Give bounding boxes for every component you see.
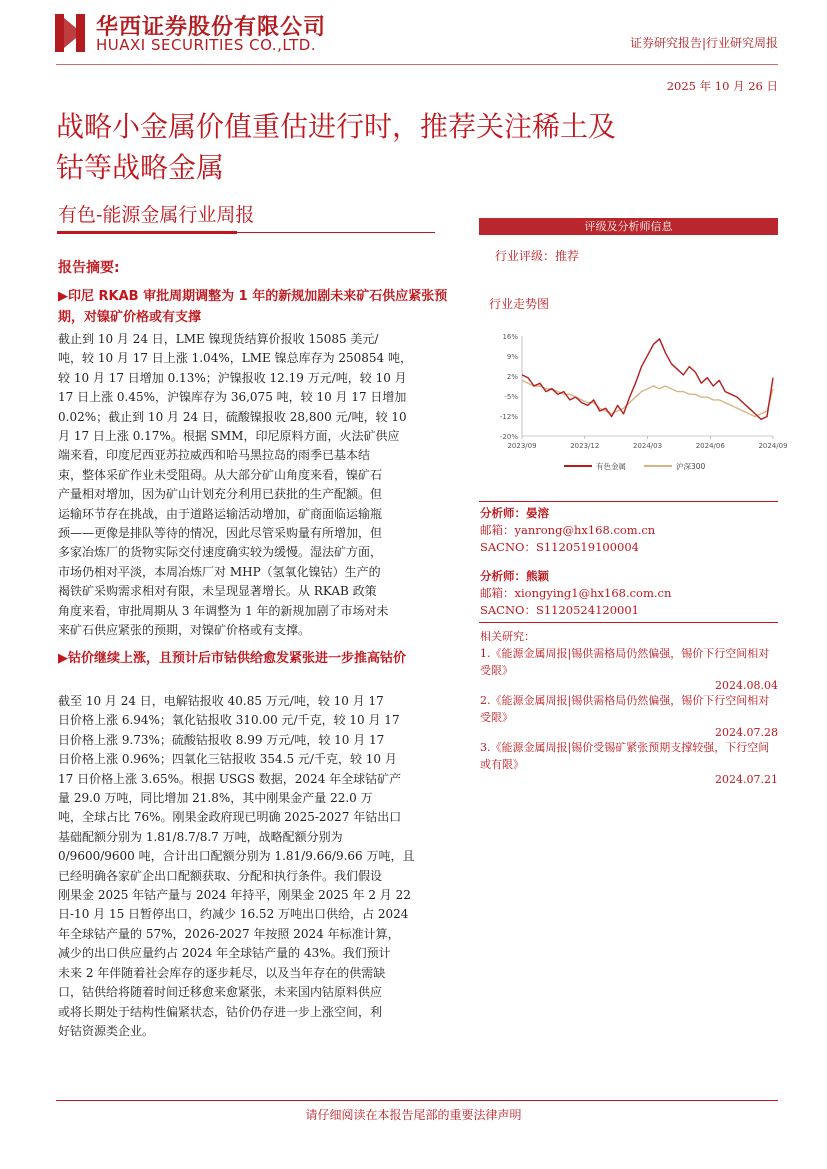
analyst-2-email[interactable]: 邮箱：xiongying1@hx168.com.cn (480, 586, 672, 600)
y-tick-label: -12% (499, 413, 518, 421)
related-report-1-date: 2024.08.04 (715, 679, 778, 692)
related-report-2[interactable]: 2.《能源金属周报|锡供需格局仍然偏强，锡价下行空间相对受限》 (480, 694, 770, 724)
related-research-title: 相关研究： (480, 630, 535, 643)
legal-disclaimer: 请仔细阅读在本报告尾部的重要法律声明 (305, 1108, 522, 1122)
analyst-divider-bottom (479, 622, 778, 623)
related-report-3[interactable]: 3.《能源金属周报|锡价受锡矿紧张预期支撑较强，下行空间或有限》 (480, 741, 770, 771)
analyst-divider-top (479, 501, 778, 502)
y-tick-label: -20% (499, 433, 518, 441)
trend-chart-title: 行业走势图 (489, 297, 550, 311)
analyst-2-sacno: SACNO：S1120524120001 (480, 603, 639, 617)
y-tick-label: 2% (506, 373, 518, 381)
analyst-1-name: 分析师：晏溶 (480, 506, 549, 520)
x-tick-label: 2023/09 (507, 442, 537, 450)
summary-heading: 报告摘要: (58, 260, 120, 276)
industry-trend-chart (488, 328, 788, 478)
analyst-1-sacno: SACNO：S1120519100004 (480, 540, 639, 554)
huaxi-logo-icon (55, 14, 85, 52)
legend-label-1: 有色金属 (596, 462, 626, 471)
title-line-1: 战略小金属价值重估进行时，推荐关注稀土及 (56, 110, 617, 143)
x-tick-label: 2024/09 (758, 442, 788, 450)
section-2-body: 截至 10 月 24 日，电解钴报收 40.85 万元/吨，较 10 月 17 日价格上涨 6.94%；氧化钴报收 310.00 元/千克，较 10 月 17 日价格上涨 9.73%；硫酸钴报收 8.99 万元/吨，较 10 月 17 日价格上涨 0.96%；四氧化三钴报收 354.5 元/千克，较 10 月 17 日价格上涨 3.65%。根据 USGS 数据，2024 年全球钴矿产 量 29.0 万吨，同比增加 21.8%，其中刚果金产量 22.0 万 吨，全球占比 76%。刚果金政府现已明确 2025-2027 年钴出口 基础配额分别为 1.81/8.7/8.7 万吨，战略配额分别为 0/9600/9600 吨，合计出口配额分别为 1.81/9.66/9.66 万吨，且 已经明确各家矿企出口配额获取、分配和执行条件。我们假设 刚果金 2025 年钴产量与 2024 年持平，刚果金 2025 年 2 月 22 日-10 月 15 日暂停出口，约减少 16.52 万吨出口供给，占 2024 年全球钴产量的 57%，2026-2027 年按照 2024 年标准计算， 减少的出口供应量约占 2024 年全球钴产量的 43%。我们预计 未来 2 年伴随着社会库存的逐步耗尽，以及当年存在的供需缺 口，钴供给将随着时间迁移愈来愈紧张，未来国内钴原料供应 或将长期处于结构性偏紧状态，钴价仍存进一步上涨空间，利 好钴资源类企业。 (58, 694, 415, 1038)
related-report-1[interactable]: 1.《能源金属周报|锡供需格局仍然偏强，锡价下行空间相对受限》 (480, 647, 770, 677)
section-1-title: ▶印尼 RKAB 审批周期调整为 1 年的新规加剧未来矿石供应紧张预期，对镍矿价格或有支撑 (58, 289, 448, 325)
report-date: 2025 年 10 月 26 日 (666, 79, 778, 93)
x-tick-label: 2023/12 (570, 442, 600, 450)
analyst-info-banner: 评级及分析师信息 (479, 218, 778, 235)
related-report-2-date: 2024.07.28 (715, 726, 778, 739)
y-tick-label: 16% (502, 333, 518, 341)
subtitle-accent-bar (57, 231, 237, 234)
header-divider (56, 64, 778, 65)
section-2-title: ▶钴价继续上涨，且预计后市钴供给愈发紧张进一步推高钴价 (58, 651, 406, 666)
industry-rating: 行业评级：推荐 (495, 249, 580, 263)
series-line-2 (522, 380, 773, 416)
page-title (56, 106, 786, 188)
company-name-en: HUAXI SECURITIES CO.,LTD. (96, 36, 317, 54)
x-tick-label: 2024/06 (695, 442, 725, 450)
analyst-1-email[interactable]: 邮箱：yanrong@hx168.com.cn (480, 523, 656, 537)
report-subtitle: 有色-能源金属行业周报 (58, 204, 255, 226)
title-line-2: 钴等战略金属 (56, 151, 225, 184)
legend-label-2: 沪深300 (676, 462, 706, 471)
footer-divider (56, 1100, 778, 1101)
analyst-2-name: 分析师：熊颖 (480, 569, 549, 583)
company-name-cn: 华西证券股份有限公司 (96, 15, 327, 40)
x-tick-label: 2024/03 (632, 442, 663, 450)
report-type: 证券研究报告|行业研究周报 (629, 36, 778, 50)
y-tick-label: 9% (506, 353, 518, 361)
section-1-body: 截止到 10 月 24 日，LME 镍现货结算价报收 15085 美元/ 吨，较 10 月 17 日上涨 1.04%，LME 镍总库存为 250854 吨， 较 10 月 17 日增加 0.13%；沪镍报收 12.19 万元/吨，较 10 月 17 日上涨 0.45%，沪镍库存为 36,075 吨，较 10 月 17 日增加 0.02%；截止到 10 月 24 日，硫酸镍报收 28,800 元/吨，较 10 月 17 日上涨 0.17%。根据 SMM，印尼原料方面，火法矿供应 端来看，印度尼西亚苏拉威西和哈马黑拉岛的雨季已基本结 束，整体采矿作业未受阻碍。从大部分矿山角度来看，镍矿石 产量相对增加，因为矿山计划充分利用已获批的生产配额。但 运输环节存在挑战，由于道路运输活动增加，矿商面临运输瓶 颈——更像是排队等待的情况，因此尽管采购量有所增加，但 多家冶炼厂的货物实际交付速度确实较为缓慢。湿法矿方面， 市场仍相对平淡，本周冶炼厂对 MHP（氢氧化镍钴）生产的 褐铁矿采购需求相对有限，未呈现显著增长。从 RKAB 政策 角度来看，审批周期从 3 年调整为 1 年的新规加剧了市场对未 来矿石供应紧张的预期，对镍矿价格或有支撑。 (58, 332, 413, 638)
y-tick-label: -5% (504, 393, 518, 401)
related-report-3-date: 2024.07.21 (715, 773, 778, 786)
